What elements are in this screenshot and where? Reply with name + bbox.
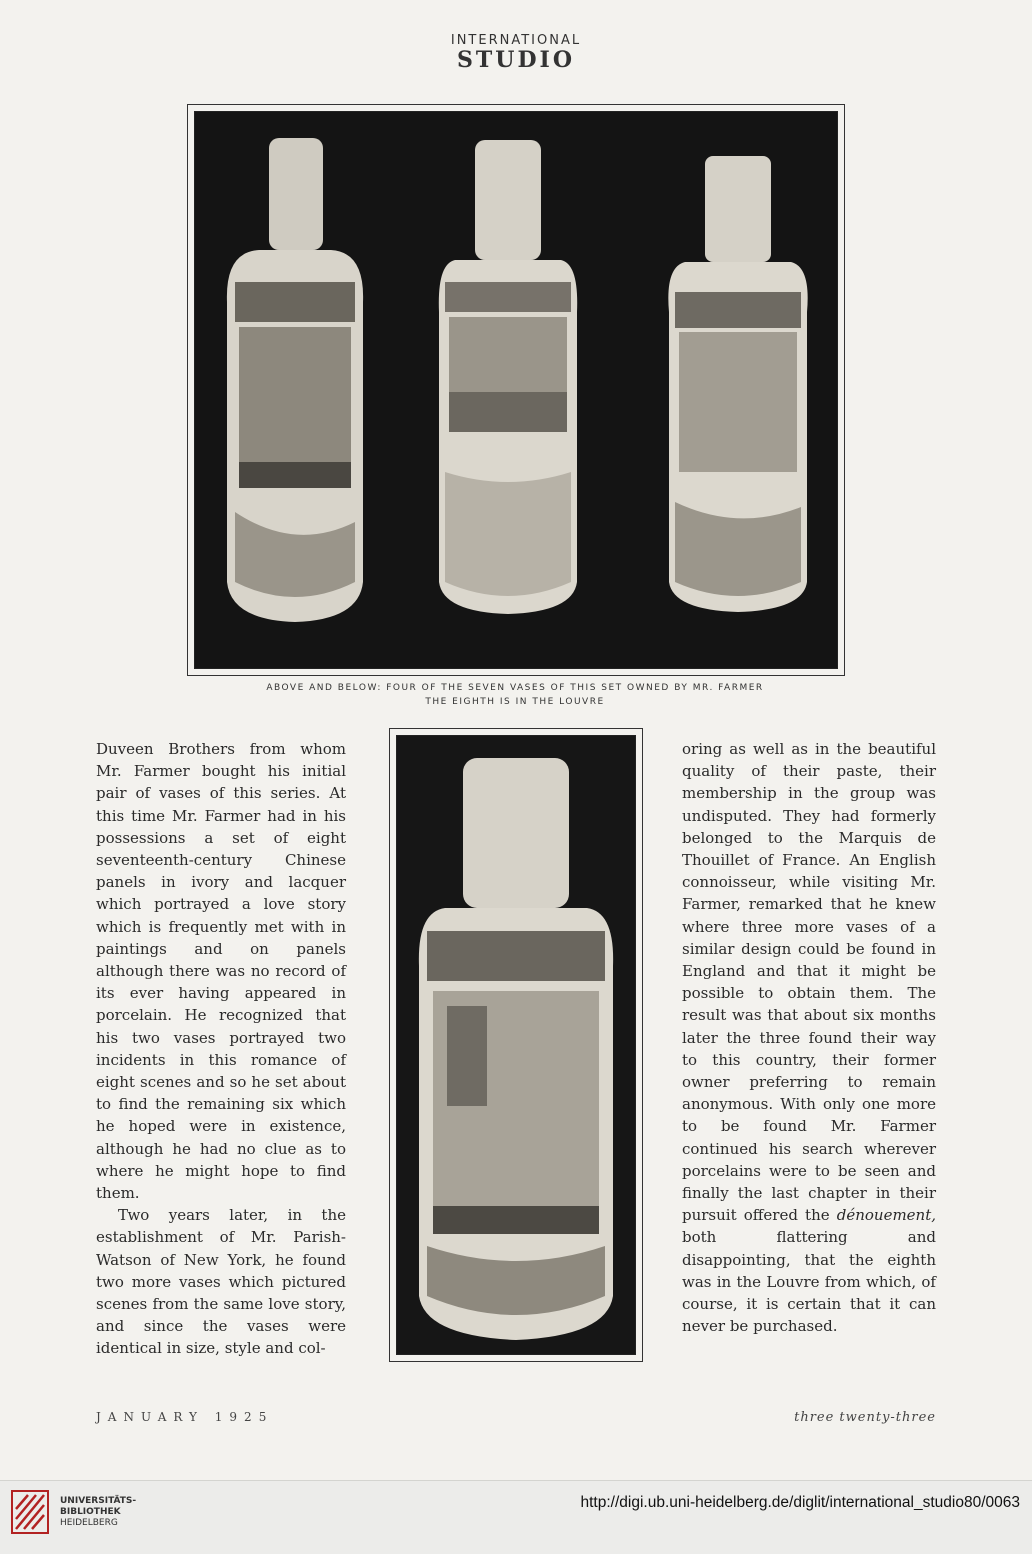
photo-plate-single-vase — [389, 728, 643, 1362]
article-column-right — [682, 738, 936, 1337]
masthead-line1: INTERNATIONAL — [450, 33, 582, 48]
vases-photograph — [194, 111, 838, 669]
footer-page-number: three twenty-three — [794, 1410, 936, 1425]
caption-line1: ABOVE AND BELOW: FOUR OF THE SEVEN VASES OF THIS SET OWNED BY MR. FARMER — [266, 683, 764, 693]
article-column-left — [96, 738, 346, 1360]
library-name — [60, 1496, 136, 1529]
article-paragraph — [682, 738, 936, 1337]
caption-line2: THE EIGHTH IS IN THE LOUVRE — [425, 697, 605, 707]
article-emphasis: dénouement, — [836, 1206, 936, 1225]
source-url-link[interactable]: http://digi.ub.uni-heidelberg.de/diglit/international_studio80/0063 — [580, 1494, 1020, 1511]
photo-plate-three-vases — [187, 104, 845, 676]
article-paragraph: Two years later, in the establishment of Mr. Parish-Watson of New York, he found two more vases which pictured scenes from the same love story, and since the vases were identical in size, style and col- — [96, 1206, 346, 1358]
article-paragraph: Duveen Brothers from whom Mr. Farmer bought his initial pair of vases of this series. At this time Mr. Farmer had in his possessions a set of eight seventeenth-century Chinese panels in ivory and lacquer which portrayed a love story which is frequently met with in paintings and on panels although there was no record of its ever having appeared in porcelain. He recognized that his two vases portrayed two incidents in this romance of eight scenes and so he set about to find the remaining six which he hoped were in existence, although he had no clue as to where he might hope to find them. — [96, 740, 346, 1203]
article-text: both flattering and disappointing, that the eighth was in the Louvre from which, of course, it is certain that it can never be purchased. — [682, 1228, 936, 1336]
library-footer-bar — [0, 1480, 1032, 1554]
library-name-line1: UNIVERSITÄTS- — [60, 1496, 137, 1506]
vase-photograph — [396, 735, 636, 1355]
library-name-line3: HEIDELBERG — [60, 1518, 118, 1528]
article-text: oring as well as in the beautiful quality of their paste, their membership in the group was undisputed. They had formerly belonged to the Marquis de Thouillet of France. An English connoisseur, while visiting Mr. Farmer, remarked that he knew where three more vases of a similar design could be found in England and that it might be possible to obtain them. The result was that about six months later the three found their way to this country, their former owner preferring to remain anonymous. With only one more to be found Mr. Farmer continued his search wherever porcelains were to be seen and finally the last chapter in their pursuit offered the — [682, 740, 936, 1225]
masthead-title: STUDIO — [457, 47, 575, 73]
university-library-logo — [10, 1489, 50, 1535]
library-name-line2: BIBLIOTHEK — [60, 1507, 121, 1517]
footer-date: JANUARY 1925 — [96, 1410, 274, 1424]
